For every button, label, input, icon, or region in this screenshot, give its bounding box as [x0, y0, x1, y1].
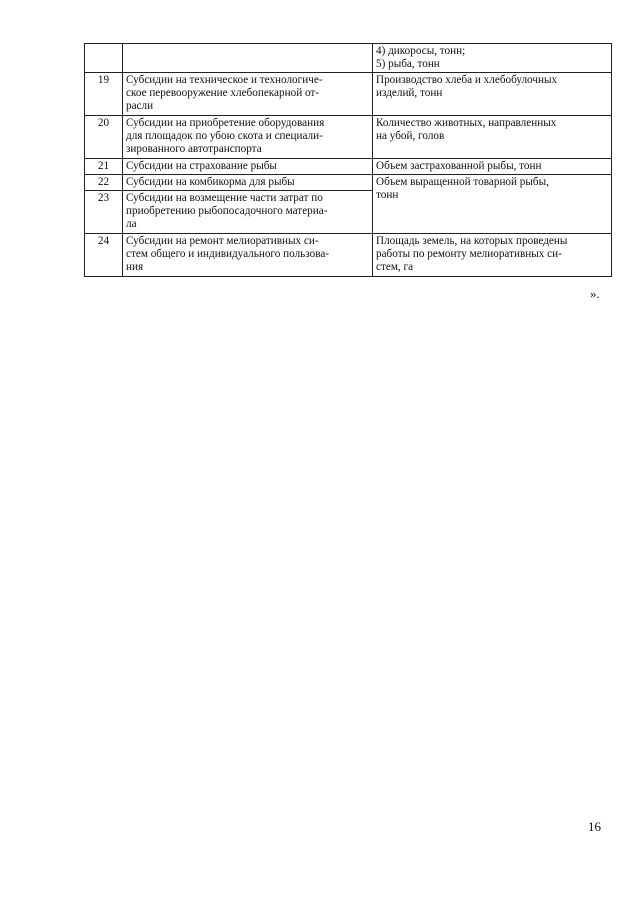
subsidy-cell — [123, 234, 373, 277]
subsidy-line: ское перевооружение хлебопекарной от- — [126, 87, 320, 99]
table-row — [85, 73, 612, 116]
indicator-line: 4) дикоросы, тонн; — [376, 45, 466, 57]
row-number-cell: 21 — [85, 159, 123, 175]
indicator-line: работы по ремонту мелиоративных си- — [376, 248, 562, 260]
indicator-line: 5) рыба, тонн — [376, 58, 440, 70]
row-number-cell: 20 — [85, 116, 123, 159]
subsidy-cell — [123, 116, 373, 159]
subsidy-line: расли — [126, 100, 154, 112]
indicator-line: на убой, голов — [376, 130, 445, 142]
subsidy-indicators-table — [84, 43, 612, 277]
row-number-cell: 24 — [85, 234, 123, 277]
table-row — [85, 175, 612, 191]
indicator-line: Объем выращенной товарной рыбы, — [376, 176, 549, 188]
row-number-cell: 19 — [85, 73, 123, 116]
indicator-line: тонн — [376, 189, 399, 201]
subsidy-line: приобретению рыбопосадочного материа- — [126, 205, 328, 217]
indicator-cell: Объем застрахованной рыбы, тонн — [373, 159, 612, 175]
subsidy-cell — [123, 191, 373, 234]
table-row — [85, 44, 612, 73]
table-row — [85, 234, 612, 277]
subsidy-cell: Субсидии на страхование рыбы — [123, 159, 373, 175]
table-row — [85, 116, 612, 159]
subsidy-line: зированного автотранспорта — [126, 143, 262, 155]
indicator-line: Площадь земель, на которых проведены — [376, 235, 568, 247]
subsidy-line: Субсидии на возмещение части затрат по — [126, 192, 323, 204]
indicator-line: изделий, тонн — [376, 87, 443, 99]
subsidy-line: стем общего и индивидуального пользова- — [126, 248, 330, 260]
indicator-cell — [373, 73, 612, 116]
subsidy-line: Субсидии на техническое и технологиче- — [126, 74, 323, 86]
row-number-cell — [85, 44, 123, 73]
subsidy-line: для площадок по убою скота и специали- — [126, 130, 323, 142]
indicator-line: Количество животных, направленных — [376, 117, 557, 129]
table-row — [85, 159, 612, 175]
indicator-cell — [373, 44, 612, 73]
row-number-cell: 23 — [85, 191, 123, 234]
subsidy-cell: Субсидии на комбикорма для рыбы — [123, 175, 373, 191]
subsidy-line: ния — [126, 261, 144, 273]
page-number: 16 — [588, 819, 601, 834]
indicator-cell — [373, 175, 612, 234]
subsidy-cell — [123, 44, 373, 73]
subsidy-cell — [123, 73, 373, 116]
indicator-line: Производство хлеба и хлебобулочных — [376, 74, 558, 86]
subsidy-line: Субсидии на ремонт мелиоративных си- — [126, 235, 319, 247]
indicator-line: стем, га — [376, 261, 414, 273]
subsidy-line: ла — [126, 218, 137, 230]
indicator-cell — [373, 116, 612, 159]
subsidy-line: Субсидии на приобретение оборудования — [126, 117, 325, 129]
row-number-cell: 22 — [85, 175, 123, 191]
indicator-cell — [373, 234, 612, 277]
closing-quote: ». — [590, 286, 600, 301]
